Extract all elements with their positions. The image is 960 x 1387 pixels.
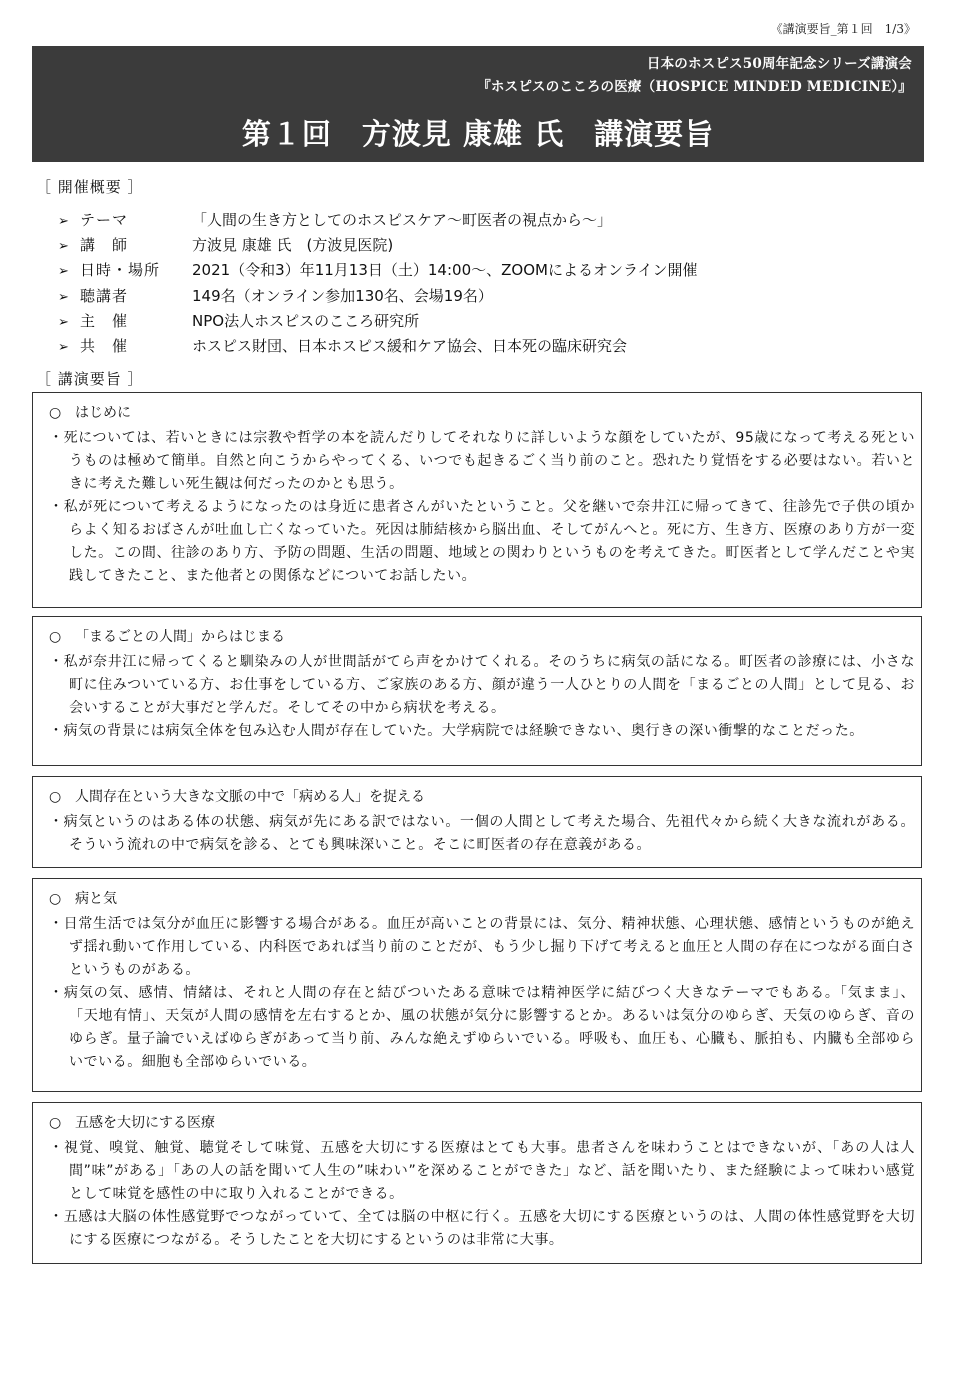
circle-bullet-icon: ○ [49,789,62,805]
section-title [49,402,131,422]
section-box-whole-person [32,616,922,766]
overview-value: NPO法人ホスピスのこころ研究所 [192,311,420,330]
section-paragraph: ・五感は大脳の体性感覚野でつながっていて、全ては脳の中枢に行く。五感を大切にする医療というのは、人間の体性感覚野を大切にする医療につながる。そうしたことを大切にするというのは非常に大事。 [49,1209,915,1248]
section-box-human-existence [32,776,922,868]
section-paragraph: ・病気の気、感情、情緒は、それと人間の存在と結びついたある意味では精神医学に結びつく大きなテーマでもある。「気まま」、「天地有情」、天気が人間の感情を左右するとか、風の状態が気分に影響するとか。あるいは気分のゆらぎ、天気のゆらぎ、音のゆらぎ。量子論でいえばゆらぎがあって当り前、みんな絶えずゆらいでいる。呼吸も、血圧も、心臓も、脈拍も、内臓も全部ゆらいでいる。細胞も全部ゆらいでいる。 [49,985,915,1070]
overview-item-theme [58,208,698,233]
header-band [32,46,924,162]
section-title [49,786,425,806]
arrow-bullet-icon: ➢ [58,264,69,280]
overview-item-datetime [58,258,698,283]
overview-value: 方波見 康雄 氏 (方波見医院) [192,236,394,255]
section-title [49,1112,215,1132]
overview-key: 日時・場所 [80,261,161,280]
circle-bullet-icon: ○ [49,1115,62,1131]
overview-key: 共 催 [80,336,129,355]
page-reference: 《講演要旨_第１回 1/3》 [770,22,916,36]
overview-item-cosponsor [58,334,698,359]
overview-key: 主 催 [80,311,129,330]
circle-bullet-icon: ○ [49,891,62,907]
page-title: 第１回 方波見 康雄 氏 講演要旨 [241,117,715,151]
overview-heading: ［ 開催概要 ］ [36,178,144,196]
circle-bullet-icon: ○ [49,629,62,645]
section-paragraph: ・視覚、嗅覚、触覚、聴覚そして味覚、五感を大切にする医療はとても大事。患者さんを味わうことはできないが、「あの人は人間”味”がある」「あの人の話を聞いて人生の”味わい”を深めることができた」など、話を聞いたり、また経験によって味わい感覚として味覚を感性の中に取り入れることができる。 [49,1140,915,1202]
section-title [49,626,285,646]
series-name: 日本のホスピス50周年記念シリーズ講演会 [646,56,912,72]
overview-item-speaker [58,233,698,258]
section-title-text: 五感を大切にする医療 [75,1115,215,1131]
section-paragraph: ・死については、若いときには宗教や哲学の本を読んだりしてそれなりに詳しいような顔をしていたが、95歳になって考える死というものは極めて簡単。自然と向こうからやってくる、いつでも起きるごく当り前のこと。恐れたり覚悟をする必要はない。若いときに考えた難しい死生観は何だったのかとも思う。 [49,430,915,492]
overview-value: 149名（オンライン参加130名、会場19名） [192,286,493,305]
overview-value: 2021（令和3）年11月13日（土）14:00～、ZOOMによるオンライン開催 [192,261,698,280]
section-title-text: 「まるごとの人間」からはじまる [75,629,285,645]
overview-value: ホスピス財団、日本ホスピス緩和ケア協会、日本死の臨床研究会 [192,336,628,355]
section-paragraph: ・病気というのはある体の状態、病気が先にある訳ではない。一個の人間として考えた場合、先祖代々から続く大きな流れがある。そういう流れの中で病気を診る、とても興味深いこと。そこに町医者の存在意義がある。 [49,814,915,853]
overview-list [58,208,698,359]
arrow-bullet-icon: ➢ [58,339,69,355]
arrow-bullet-icon: ➢ [58,314,69,330]
overview-key: 講 師 [80,236,129,255]
overview-value: 「人間の生き方としてのホスピスケア～町医者の視点から～」 [192,211,613,229]
section-paragraph: ・病気の背景には病気全体を包み込む人間が存在していた。大学病院では経験できない、奥行きの深い衝撃的なことだった。 [49,723,864,739]
arrow-bullet-icon: ➢ [58,289,69,305]
summary-heading: ［ 講演要旨 ］ [36,370,144,388]
overview-item-audience [58,284,698,309]
series-subtitle: 『ホスピスのこころの医療（HOSPICE MINDED MEDICINE）』 [477,79,912,95]
section-box-five-senses [32,1102,922,1264]
section-paragraph: ・日常生活では気分が血圧に影響する場合がある。血圧が高いことの背景には、気分、精神状態、心理状態、感情というものが絶えず揺れ動いて作用している、内科医であれば当り前のことだが、もう少し掘り下げて考えると血圧と人間の存在につながる面白さというものがある。 [49,916,915,978]
overview-item-organizer [58,309,698,334]
section-paragraph: ・私が奈井江に帰ってくると馴染みの人が世間話がてら声をかけてくれる。そのうちに病気の話になる。町医者の診療には、小さな町に住みついている方、お仕事をしている方、ご家族のある方、顔が違う一人ひとりの人間を「まるごとの人間」として見る、お会いすることが大事だと学んだ。そしてその中から病状を考える。 [49,654,915,716]
section-title-text: はじめに [75,405,131,421]
section-title-text: 人間存在という大きな文脈の中で「病める人」を捉える [75,789,425,805]
section-title-text: 病と気 [75,891,117,907]
circle-bullet-icon: ○ [49,405,62,421]
section-title [49,888,117,908]
overview-key: テーマ [80,211,129,229]
section-box-illness-and-mood [32,878,922,1092]
arrow-bullet-icon: ➢ [58,239,69,255]
arrow-bullet-icon: ➢ [58,214,69,229]
section-box-introduction [32,392,922,608]
section-paragraph: ・私が死について考えるようになったのは身近に患者さんがいたということ。父を継いで奈井江に帰ってきて、往診先で子供の頃からよく知るおばさんが吐血し亡くなっていた。死因は肺結核から脳出血、そしてがんへと。死に方、生き方、医療のあり方が一変した。この間、往診のあり方、予防の問題、生活の問題、地域との関わりというものを考えてきた。町医者として学んだことや実践してきたこと、また他者との関係などについてお話したい。 [49,499,915,584]
overview-key: 聴講者 [80,286,129,305]
